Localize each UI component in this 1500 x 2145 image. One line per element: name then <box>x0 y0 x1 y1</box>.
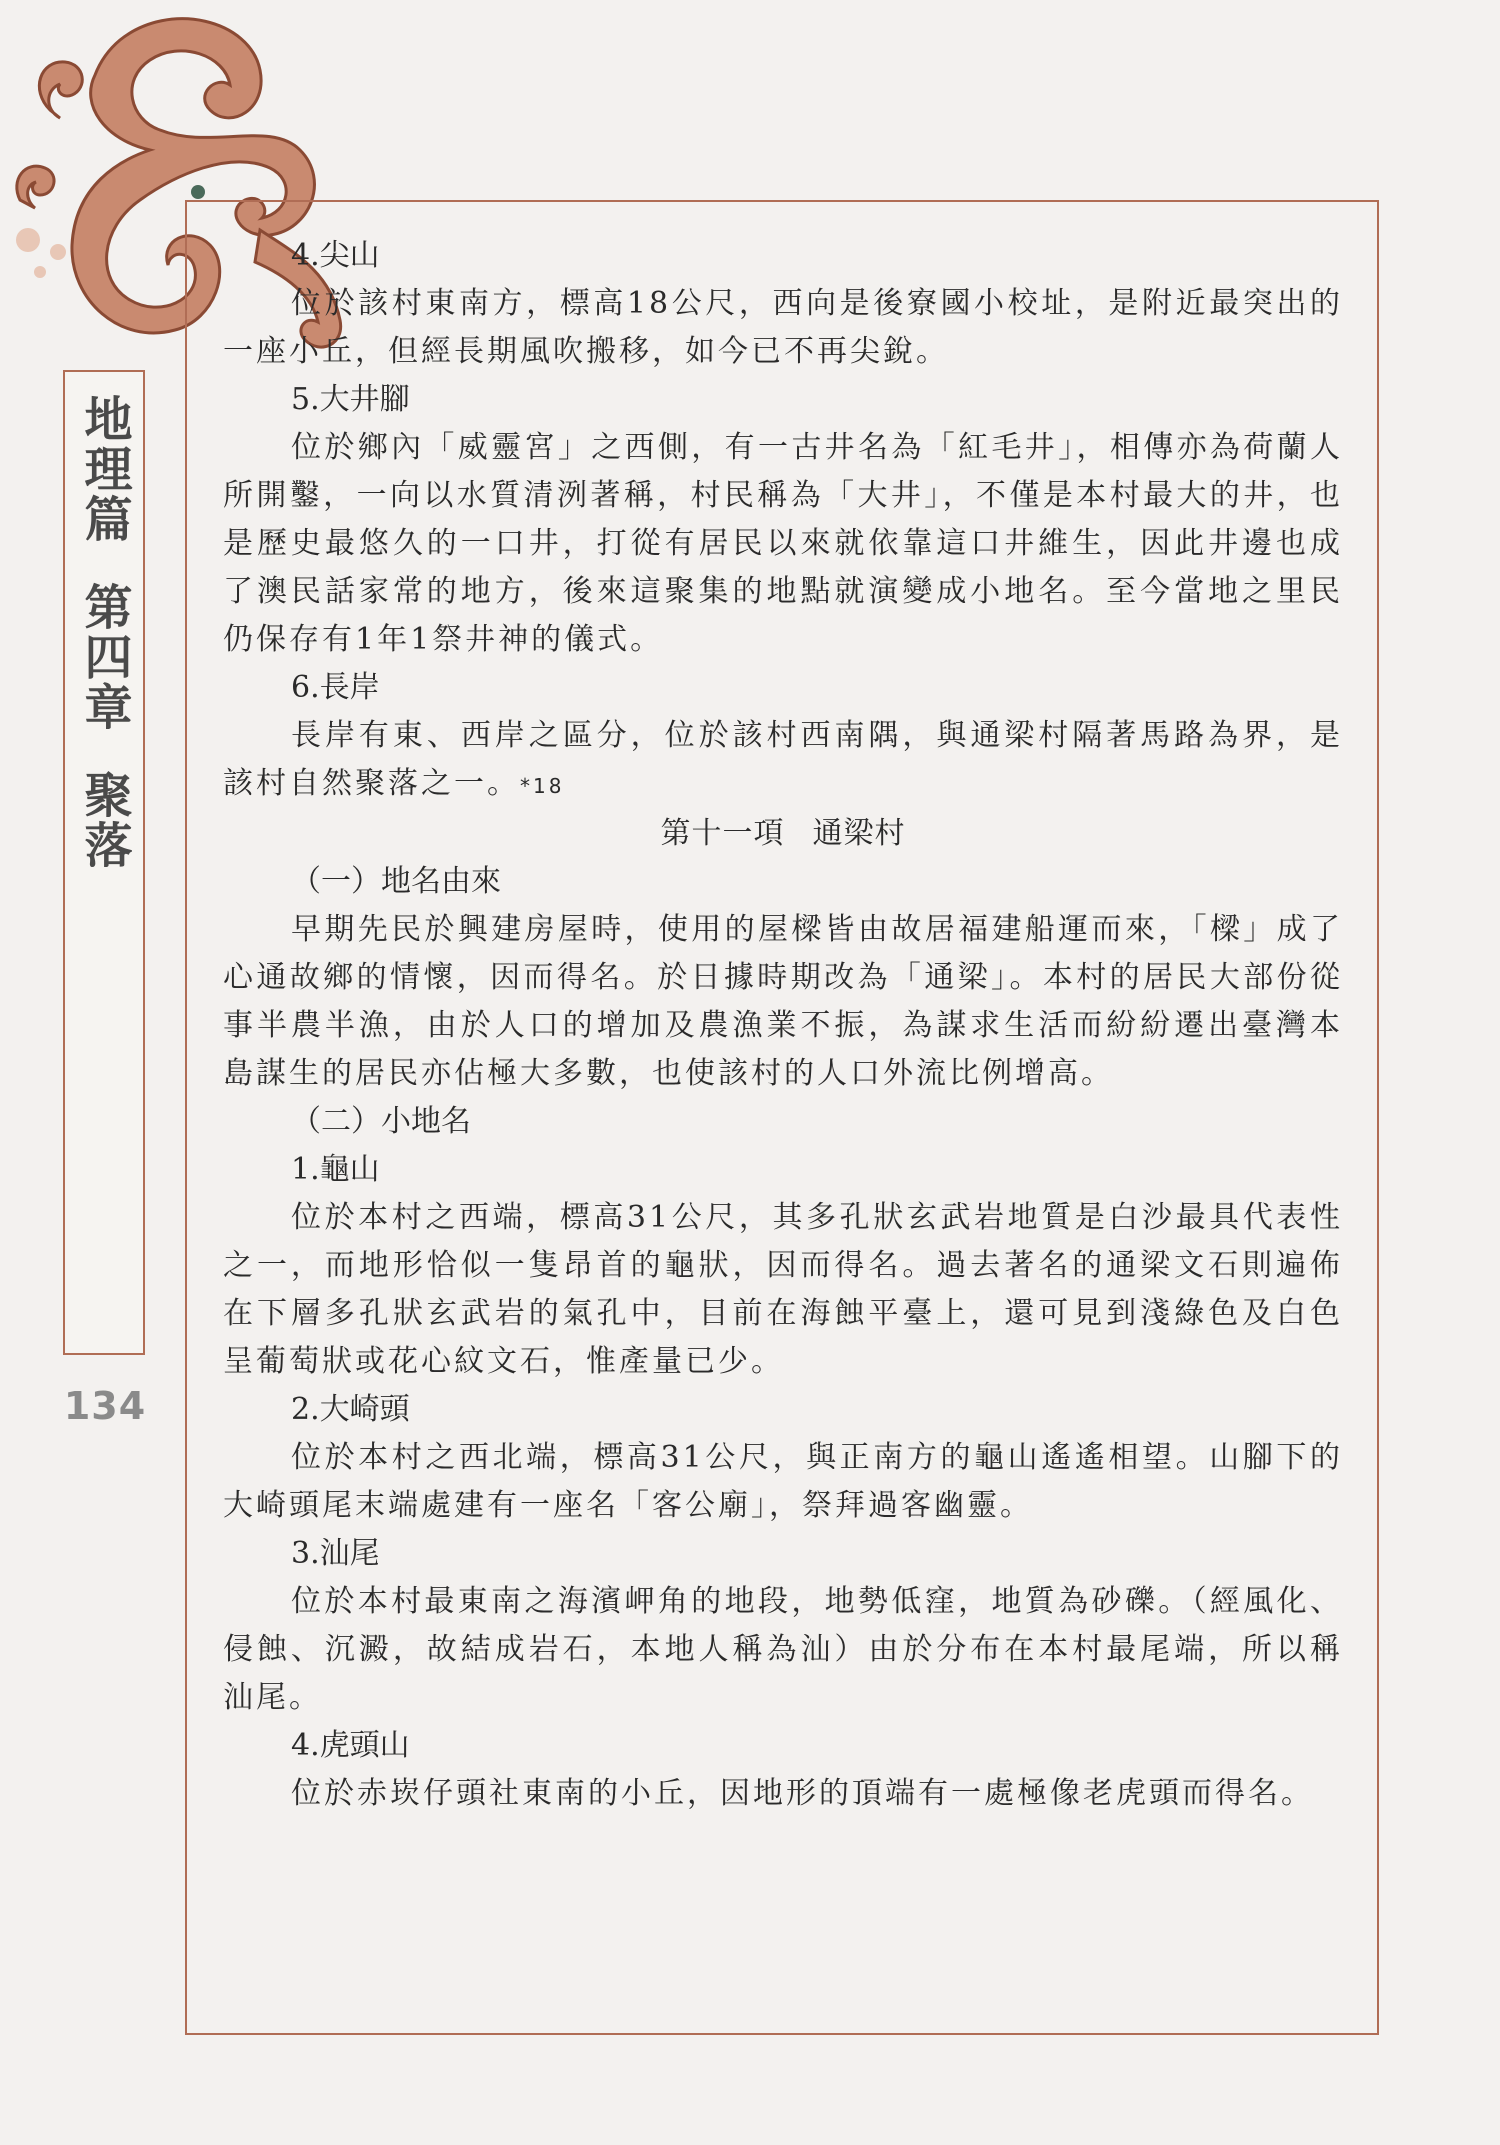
side-tab-part: 地理篇 <box>76 394 132 544</box>
subsection-heading: 5.大井腳 <box>291 382 410 417</box>
section-name: 通梁村 <box>812 816 906 851</box>
paragraph <box>223 280 1343 376</box>
section-number: 第十一項 <box>660 816 785 851</box>
paragraph-text: 位於赤崁仔頭社東南的小丘，因地形的頂端有一處極像老虎頭而得名。 <box>291 1776 1314 1811</box>
paragraph <box>223 712 1343 810</box>
category-heading: （二）小地名 <box>291 1104 471 1139</box>
subsection-heading: 4.虎頭山 <box>291 1728 410 1763</box>
page-number: 134 <box>63 1384 147 1428</box>
footnote-marker: *18 <box>520 774 565 798</box>
paragraph-text: 早期先民於興建房屋時，使用的屋樑皆由故居福建船運而來，「樑」成了心通故鄉的情懷，因而得名。於日據時期改為「通梁」。本村的居民大部份從事半農半漁，由於人口的增加及農漁業不振，為謀求生活而紛紛遷出臺灣本島謀生的居民亦佔極大多數，也使該村的人口外流比例增高。 <box>223 912 1343 1091</box>
chapter-side-tab-text <box>65 394 143 1294</box>
body-text <box>223 232 1343 1818</box>
paragraph <box>223 906 1343 1098</box>
paragraph <box>223 424 1343 664</box>
subsection-heading: 6.長岸 <box>291 670 380 705</box>
category-heading: （一）地名由來 <box>291 864 501 899</box>
subsection-heading: 2.大崎頭 <box>291 1392 410 1427</box>
subsection-heading: 1.龜山 <box>291 1152 380 1187</box>
section-title <box>223 810 1343 858</box>
paragraph-text: 位於鄉內「威靈宮」之西側，有一古井名為「紅毛井」，相傳亦為荷蘭人所開鑿，一向以水質清洌著稱，村民稱為「大井」，不僅是本村最大的井，也是歷史最悠久的一口井，打從有居民以來就依靠這口井維生，因此井邊也成了澳民話家常的地方，後來這聚集的地點就演變成小地名。至今當地之里民仍保存有1年1祭井神的儀式。 <box>223 430 1343 657</box>
paragraph-text: 位於本村最東南之海濱岬角的地段，地勢低窪，地質為砂礫。（經風化、侵蝕、沉澱，故結成岩石，本地人稱為汕）由於分布在本村最尾端，所以稱汕尾。 <box>223 1584 1343 1715</box>
paragraph <box>223 1770 1343 1818</box>
paragraph-text: 位於本村之西北端，標高31公尺，與正南方的龜山遙遙相望。山腳下的大崎頭尾末端處建有一座名「客公廟」，祭拜過客幽靈。 <box>223 1440 1343 1523</box>
side-tab-chapter: 第四章 <box>76 582 132 732</box>
paragraph <box>223 1434 1343 1530</box>
paragraph-text: 長岸有東、西岸之區分，位於該村西南隅，與通梁村隔著馬路為界，是該村自然聚落之一。 <box>223 718 1343 801</box>
side-tab-topic: 聚落 <box>76 770 132 870</box>
paragraph <box>223 1194 1343 1386</box>
chapter-side-tab <box>63 370 145 1355</box>
subsection-heading: 4.尖山 <box>291 238 380 273</box>
paragraph <box>223 1578 1343 1722</box>
paragraph-text: 位於該村東南方，標高18公尺，西向是後寮國小校址，是附近最突出的一座小丘，但經長期風吹搬移，如今已不再尖銳。 <box>223 286 1343 369</box>
paragraph-text: 位於本村之西端，標高31公尺，其多孔狀玄武岩地質是白沙最具代表性之一，而地形恰似一隻昂首的龜狀，因而得名。過去著名的通梁文石則遍佈在下層多孔狀玄武岩的氣孔中，目前在海蝕平臺上，還可見到淺綠色及白色呈葡萄狀或花心紋文石，惟產量已少。 <box>223 1200 1343 1379</box>
subsection-heading: 3.汕尾 <box>291 1536 380 1571</box>
